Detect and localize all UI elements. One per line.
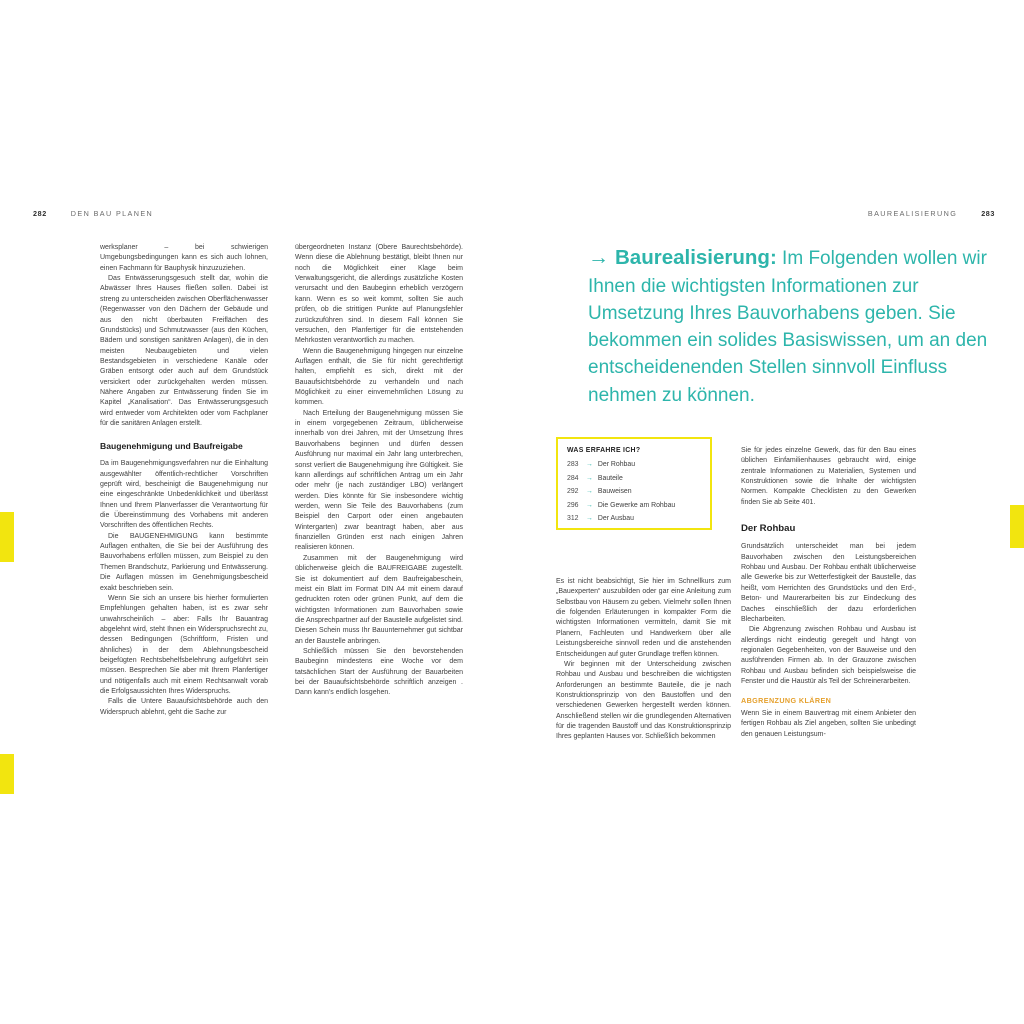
chapter-intro <box>588 243 988 409</box>
page-ref: 312 <box>567 515 579 522</box>
edge-marker-bar <box>0 512 14 562</box>
section-heading: Der Rohbau <box>741 523 796 535</box>
info-box-item <box>567 461 701 468</box>
info-box-item <box>567 488 701 495</box>
info-box-label: Bauweisen <box>597 488 632 495</box>
info-box-item <box>567 475 701 482</box>
page-ref: 283 <box>567 461 579 468</box>
info-box-title: WAS ERFAHRE ICH? <box>567 447 641 454</box>
paragraph: Da im Baugenehmigungsverfahren nur die Einhaltung ausgewählter öffentlich-rechtlicher Vorschriften geprüft wird, bescheinigt die Baugenehmigung nur eine eingeschränkte Unbedenklichkeit und überlässt Ihnen und Ihrem Planverfasser die Verantwortung für die Übereinstimmung des Vorhabens mit anderen Vorschriften des öffentlichen Rechts. <box>100 460 268 530</box>
paragraph: Das Entwässerungsgesuch stellt dar, wohin die Abwässer Ihres Hauses fließen sollen. Dabei ist streng zu unterscheiden zwischen Oberflächenwasser (Regenwasser von den Dächern der Gebäude und aus den nicht überbauten Freiflächen des Grundstücks) und Schmutzwasser (aus den Küchen, Bädern und sonstigen sanitären Anlagen), die in den meisten Neubaugebieten und vielen Bestandsgebieten in verschiedene Kanäle oder Gräben entsorgt oder auch auf dem Grundstück versickert oder zurückgehalten werden müssen. Nähere Angaben zur Entwässerung finden Sie im Kapitel „Kanalisation“. Das Entwässerungsgesuch wird entweder vom Architekten oder vom Fachplaner für die sanitären Anlagen erstellt. <box>100 275 268 428</box>
info-box-label: Der Ausbau <box>597 515 634 522</box>
left-page-column-2 <box>295 243 463 699</box>
page-ref: 296 <box>567 501 579 509</box>
chapter-title: Baurealisierung: <box>615 246 777 269</box>
paragraph: Wenn Sie sich an unsere bis hierher formulierten Empfehlungen gehalten haben, ist es zwar sehr unwahrscheinlich – aber: Falls Ihr Bauantrag abgelehnt wird, steht Ihnen ein Widerspruchsrecht zu, dessen Bedingungen (Schriftform, Fristen und ähnliches) in der dem Ablehnungsbescheid beigefügten Rechtsbehelfsbelehrung aufgeführt sein müssen. Besprechen Sie aber mit Ihrem Planfertiger und nötigenfalls auch mit einem Rechtsanwalt vorab die Erfolgsaussichten Ihres Widerspruchs. <box>100 594 268 696</box>
paragraph: Zusammen mit der Baugenehmigung wird üblicherweise gleich die BAUFREIGABE zugestellt. Sie ist dokumentiert auf dem Baufreigabeschein, meist ein Blatt im Format DIN A4 mit einem darauf gedruckten roten oder grünen Punkt, auf dem die wichtigsten Informationen zum Bauvorhaben sowie die Ansprechpartner auf der Baustelle aufgelistet sind. Diesen Schein muss Ihr Bauunternehmer gut sichtbar an der Baustelle anbringen. <box>295 554 463 645</box>
arrow-icon: → <box>586 461 593 468</box>
edge-marker-bar <box>0 754 14 794</box>
page-number-left: 282 <box>33 209 47 218</box>
arrow-icon: → <box>586 474 593 482</box>
right-page-column-1 <box>556 577 731 743</box>
left-page-column-1 <box>100 243 268 718</box>
paragraph: Wenn Sie in einem Bauvertrag mit einem Anbieter den fertigen Rohbau als Ziel angeben, sollten Sie unbedingt den genauen Leistungsum- <box>741 710 916 738</box>
running-title-right: BAUREALISIERUNG <box>867 209 958 218</box>
info-box <box>556 437 712 530</box>
paragraph: übergeordneten Instanz (Obere Baurechtsbehörde). Wenn diese die Ablehnung bestätigt, bleibt Ihnen nur noch die Möglichkeit einer Klage beim Verwaltungsgericht, die allerdings zusätzliche Kosten verursacht und den Baubeginn erheblich verzögern kann. Wenn es so weit kommt, sollten Sie auch prüfen, ob die strittigen Punkte auf Planungsfehler zurückzuführen sind. In diesem Fall können Sie versuchen, den Planfertiger für die entstehenden Mehrkosten verantwortlich zu machen. <box>295 244 463 345</box>
sub-heading: ABGRENZUNG KLÄREN <box>741 696 832 706</box>
info-box-label: Der Rohbau <box>597 461 636 468</box>
arrow-icon: → <box>588 246 609 269</box>
info-box-label: Bauteile <box>597 474 623 482</box>
edge-marker-bar <box>1010 505 1024 548</box>
arrow-icon: → <box>586 501 593 509</box>
paragraph: werksplaner – bei schwierigen Umgebungsbedingungen kann es sich auch lohnen, einen Fachmann für Bauphysik hinzuzuziehen. <box>100 244 268 272</box>
paragraph: Nach Erteilung der Baugenehmigung müssen Sie in einem vorgegebenen Zeitraum, üblicherweise innerhalb von drei Jahren, mit der Umsetzung Ihres Bauvorhabens beginnen und dürfen dessen Ausführung nur maximal ein Jahr lang unterbrechen, sonst verliert die Baugenehmigung ihre Gültigkeit. Sie kann allerdings auf schriftlichen Antrag um ein Jahr oder mehr (je nach zuständiger LBO) verlängert werden. Dies könnte für Sie insbesondere wichtig werden, wenn Sie Teile des Bauvorhabens (zum Beispiel den Carport oder einen angebauten Wintergarten) zwar beantragt haben, aber aus finanziellen Gründen erst nach einigen Jahren realisieren können. <box>295 409 463 552</box>
paragraph: Schließlich müssen Sie den bevorstehenden Baubeginn mindestens eine Woche vor dem tatsächlichen Start der Ausführung der Bauarbeiten bei der Bauaufsichtsbehörde schriftlich anzeigen . Dann kann’s endlich losgehen. <box>295 648 463 697</box>
section-heading: Baugenehmigung und Baufreigabe <box>100 441 243 452</box>
paragraph: Sie für jedes einzelne Gewerk, das für den Bau eines üblichen Einfamilienhauses gebraucht wird, einige zentrale Informationen zu Materialien, Systemen und Konstruktionen sowie die Inhalte der wichtigsten Normen. Kompakte Checklisten zu den Gewerken finden Sie ab Seite 401. <box>741 447 916 506</box>
arrow-icon: → <box>586 515 593 522</box>
page-ref: 284 <box>567 474 579 482</box>
paragraph: Grundsätzlich unterscheidet man bei jedem Bauvorhaben zwischen den Leistungsbereichen Rohbau und Ausbau. Der Rohbau enthält üblicherweise alle Gewerke bis zur Wetterfestigkeit der Baustelle, das heißt, vom Herrichten des Grundstücks und den Erd-, Beton- und Maurerarbeiten bis zur Eindeckung des Daches einschließlich der dazu erforderlichen Blecharbeiten. <box>741 543 916 623</box>
paragraph: Falls die Untere Bauaufsichtsbehörde auch den Widerspruch ablehnt, geht die Sache zur <box>100 698 268 716</box>
running-title-left: DEN BAU PLANEN <box>70 209 154 218</box>
paragraph: Wir beginnen mit der Unterscheidung zwischen Rohbau und Ausbau und beschreiben die wichtigsten Anforderungen an bestimmte Bauteile, die je nach Konstruktionsprinzip von den Baustoffen und den verschiedenen Gewerken hergestellt werden können. Anschließend stellen wir die grundlegenden Alternativen für die tragenden Baustoff und das Konstruktionsprinzip Ihres geplanten Hauses vor. Schließlich bekommen <box>556 660 731 741</box>
page-number-right: 283 <box>981 209 995 218</box>
paragraph: Die BAUGENEHMIGUNG kann bestimmte Auflagen enthalten, die Sie bei der Ausführung des Bauvorhabens erfüllen müssen, zum Beispiel zu den Themen Brandschutz, Parkierung und Entwässerung. Die Auflagen müssen im Genehmigungsbescheid exakt beschrieben sein. <box>100 532 268 592</box>
arrow-icon: → <box>586 488 593 495</box>
running-header-right <box>868 209 995 218</box>
info-box-item <box>567 515 701 522</box>
paragraph: Die Abgrenzung zwischen Rohbau und Ausbau ist allerdings nicht eindeutig geregelt und hängt von regionalen Gegebenheiten, von der Bauweise und den ausführenden Firmen ab. In der Grauzone zwischen Rohbau und Ausbau befinden sich beispielsweise die Fenster und die Haustür als Teil der Schreinerarbeiten. <box>741 626 916 686</box>
page-ref: 292 <box>567 488 579 495</box>
right-page-column-2 <box>741 446 916 740</box>
info-box-label: Die Gewerke am Rohbau <box>597 501 676 509</box>
chapter-intro-text: Im Folgenden wollen wir Ihnen die wichtigsten Informationen zur Umsetzung Ihres Bauvorhabens geben. Sie bekommen ein solides Basiswissen, um an den entscheidenenden Stellen sinnvoll Einfluss nehmen zu können. <box>588 248 988 406</box>
paragraph: Wenn die Baugenehmigung hingegen nur einzelne Auflagen enthält, die Sie für nicht gerechtfertigt halten, empfiehlt es sich, direkt mit der Bauaufsichtsbehörde zu verhandeln und nach Möglichkeit zu einer einvernehmlichen Lösung zu kommen. <box>295 347 463 407</box>
info-box-item <box>567 502 701 509</box>
paragraph: Es ist nicht beabsichtigt, Sie hier im Schnellkurs zum „Bauexperten“ auszubilden oder gar eine Anleitung zum Selbstbau von Häusern zu geben. Vielmehr sollen Ihnen die folgenden Erläuterungen in kompakter Form die wichtigsten Informationen vermitteln, damit Sie mit Planern, Fachleuten und Handwerkern über alle Leistungsbereiche sinnvoll reden und die anstehenden Entscheidungen auf guter Grundlage treffen können. <box>556 578 731 658</box>
running-header-left <box>33 209 153 218</box>
